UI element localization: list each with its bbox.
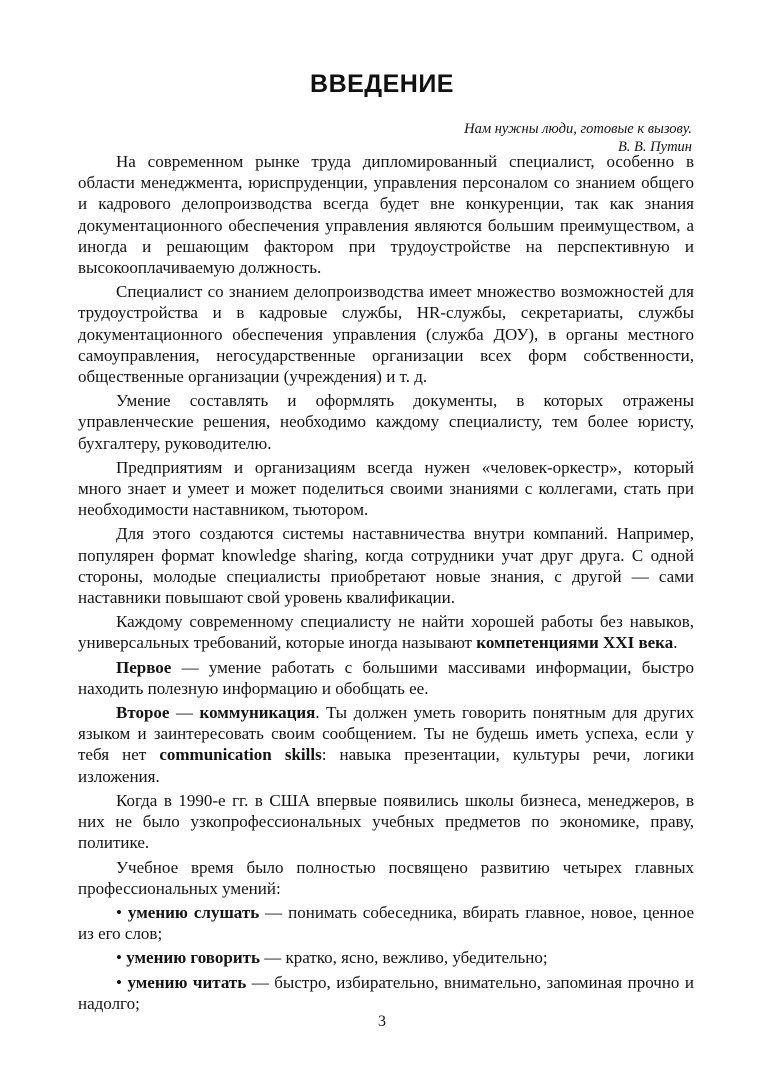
text-run: . Ты должен уметь говорить понятным для других языком и заинтересовать своим сообщением. Ты не будешь иметь успеха, если у тебя нет (78, 703, 695, 765)
text-run: : навыка презентации, культуры речи, логики изложения. (78, 745, 694, 786)
bold-term: Второе (116, 703, 170, 723)
bold-term: компетенциями XXI века (476, 633, 674, 653)
bullet-icon: • (116, 972, 122, 992)
text-run: Каждому современному специалисту не найти хорошей работы без навыков, универсальных требований, которые иногда называют (78, 612, 694, 653)
bullet-icon: • (116, 902, 122, 922)
paragraph: На современном рынке труда дипломированный специалист, особенно в области менеджмента, юриспруденции, управления персоналом со знанием общего и кадрового делопроизводства всегда будет вне конкуренции, так как знания документационного обеспечения управления являются большим преимуществом, а иногда и решающим фактором при трудоустройстве на перспективную и высокооплачиваемую должность. (78, 152, 694, 278)
paragraph (78, 702, 694, 787)
bullet-icon: • (116, 948, 122, 968)
paragraph: Когда в 1990-е гг. в США впервые появились школы бизнеса, менеджеров, в них не было узкопрофессиональных учебных предметов по экономике, праву, политике. (78, 790, 694, 853)
bold-term: умению читать (127, 972, 247, 992)
bold-term: Первое (116, 657, 172, 677)
text-run: — (169, 703, 200, 723)
paragraph (78, 611, 694, 653)
bullet-item (78, 902, 694, 944)
text-run: . (673, 633, 678, 653)
page-title: ВВЕДЕНИЕ (310, 70, 454, 98)
page-number: 3 (378, 1013, 386, 1030)
paragraph (78, 657, 694, 699)
bold-term: умению слушать (127, 902, 260, 922)
bold-term: communication skills (159, 745, 322, 765)
paragraph: Предприятиям и организациям всегда нужен «человек-оркестр», который много знает и умеет и может поделиться своими знаниями с коллегами, стать при необходимости наставником, тьютором. (78, 457, 694, 520)
paragraph: Учебное время было полностью посвящено развитию четырех главных профессиональных умений: (78, 857, 694, 898)
text-run: — понимать собеседника, вбирать главное, новое, ценное из его слов; (78, 902, 694, 944)
text-run: — быстро, избирательно, внимательно, запоминая прочно и надолго; (78, 972, 695, 1013)
text-run: — умение работать с большими массивами информации, быстро находить полезную информацию и обобщать ее. (78, 657, 694, 698)
text-run: — кратко, ясно, вежливо, убедительно; (259, 948, 548, 968)
paragraph: Для этого создаются системы наставничества внутри компаний. Например, популярен формат knowledge sharing, когда сотрудники учат друг друга. С одной стороны, молодые специалисты приобретают новые знания, с другой — сами наставники повышают свой уровень квалификации. (78, 524, 694, 608)
bullet-item (78, 947, 694, 968)
epigraph-author: В. В. Путин (617, 139, 692, 155)
bold-term: коммуникация (199, 703, 316, 723)
paragraph: Специалист со знанием делопроизводства имеет множество возможностей для трудоустройства и в кадровые службы, HR-службы, секретариаты, службы документационного обеспечения управления (служба ДОУ), в органы местного самоуправления, негосударственные организации всех форм собственности, общественные организации (учреждения) и т. д. (78, 282, 694, 387)
epigraph-quote: Нам нужны люди, готовые к вызову. (464, 121, 692, 137)
body-text (78, 151, 694, 1014)
bold-term: умению говорить (126, 948, 260, 968)
bullet-item (78, 972, 694, 1014)
paragraph: Умение составлять и оформлять документы, в которых отражены управленческие решения, необходимо каждому специалисту, тем более юристу, бухгалтеру, руководителю. (78, 391, 694, 453)
